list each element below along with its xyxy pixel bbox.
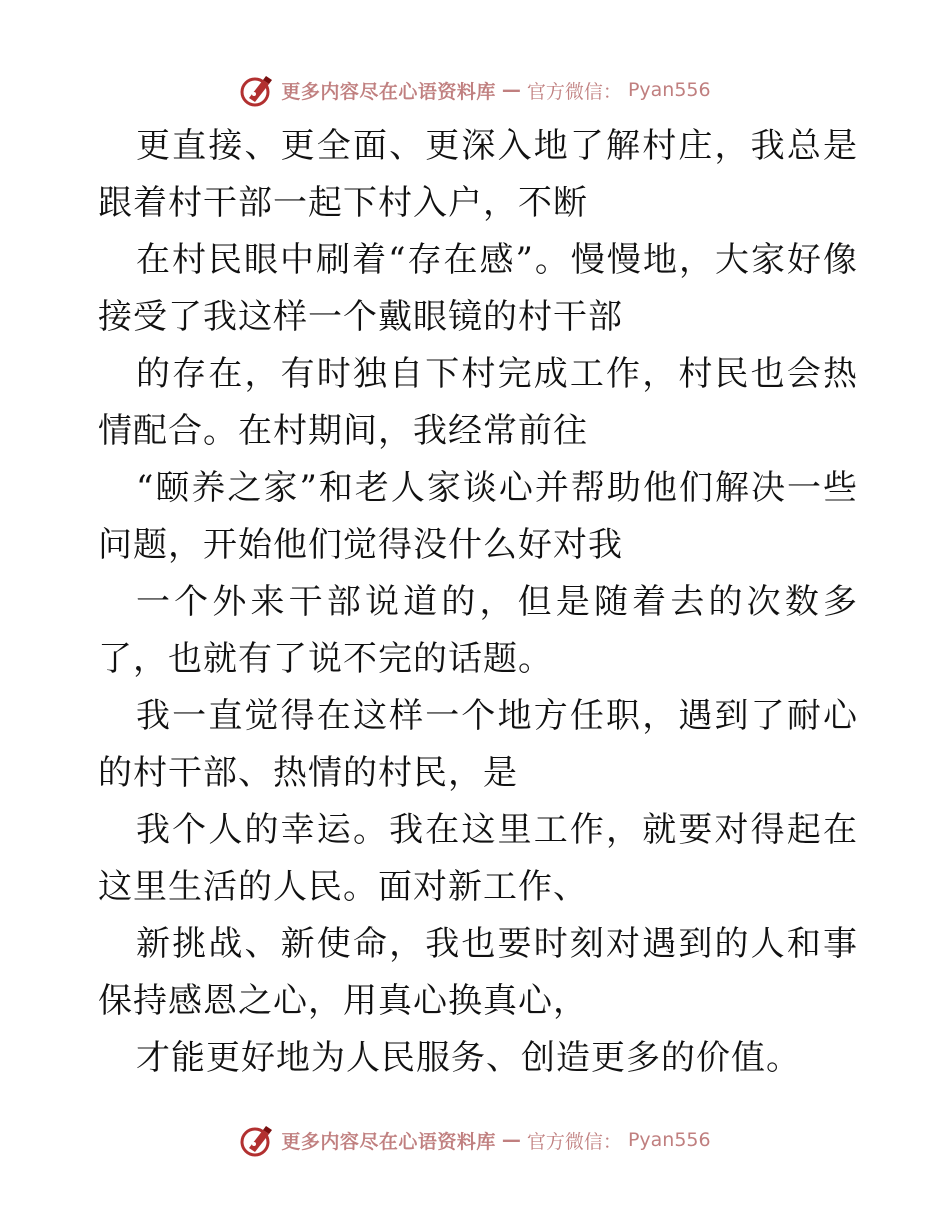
paragraph: 才能更好地为人民服务、创造更多的价值。 bbox=[136, 1038, 801, 1078]
watermark-label: 官方微信： bbox=[526, 1130, 622, 1153]
document-body bbox=[98, 118, 858, 1087]
pen-logo-icon bbox=[239, 1122, 275, 1158]
paragraph: 在村民眼中刷着“存在感”。慢慢地，大家好像接受了我这样一个戴眼镜的村干部 bbox=[98, 240, 858, 337]
header-watermark bbox=[0, 70, 950, 110]
footer-watermark bbox=[0, 1120, 950, 1160]
paragraph: 一个外来干部说道的，但是随着去的次数多了，也就有了说不完的话题。 bbox=[98, 582, 858, 679]
watermark-separator: — bbox=[501, 1129, 521, 1151]
watermark-separator: — bbox=[501, 79, 521, 101]
watermark-label: 官方微信： bbox=[526, 80, 622, 103]
watermark-wechat-id: Pyan556 bbox=[627, 79, 711, 101]
paragraph: 更直接、更全面、更深入地了解村庄，我总是跟着村干部一起下村入户，不断 bbox=[98, 126, 858, 223]
watermark-wechat-id: Pyan556 bbox=[627, 1129, 711, 1151]
paragraph: “颐养之家”和老人家谈心并帮助他们解决一些问题，开始他们觉得没什么好对我 bbox=[98, 468, 858, 565]
paragraph: 的存在，有时独自下村完成工作，村民也会热情配合。在村期间，我经常前往 bbox=[98, 354, 858, 451]
paragraph: 我个人的幸运。我在这里工作，就要对得起在这里生活的人民。面对新工作、 bbox=[98, 810, 858, 907]
watermark-brand: 更多内容尽在心语资料库 bbox=[281, 1130, 496, 1153]
paragraph: 我一直觉得在这样一个地方任职，遇到了耐心的村干部、热情的村民，是 bbox=[98, 696, 858, 793]
watermark-brand: 更多内容尽在心语资料库 bbox=[281, 80, 496, 103]
pen-logo-icon bbox=[239, 72, 275, 108]
paragraph: 新挑战、新使命，我也要时刻对遇到的人和事保持感恩之心，用真心换真心， bbox=[98, 924, 858, 1021]
